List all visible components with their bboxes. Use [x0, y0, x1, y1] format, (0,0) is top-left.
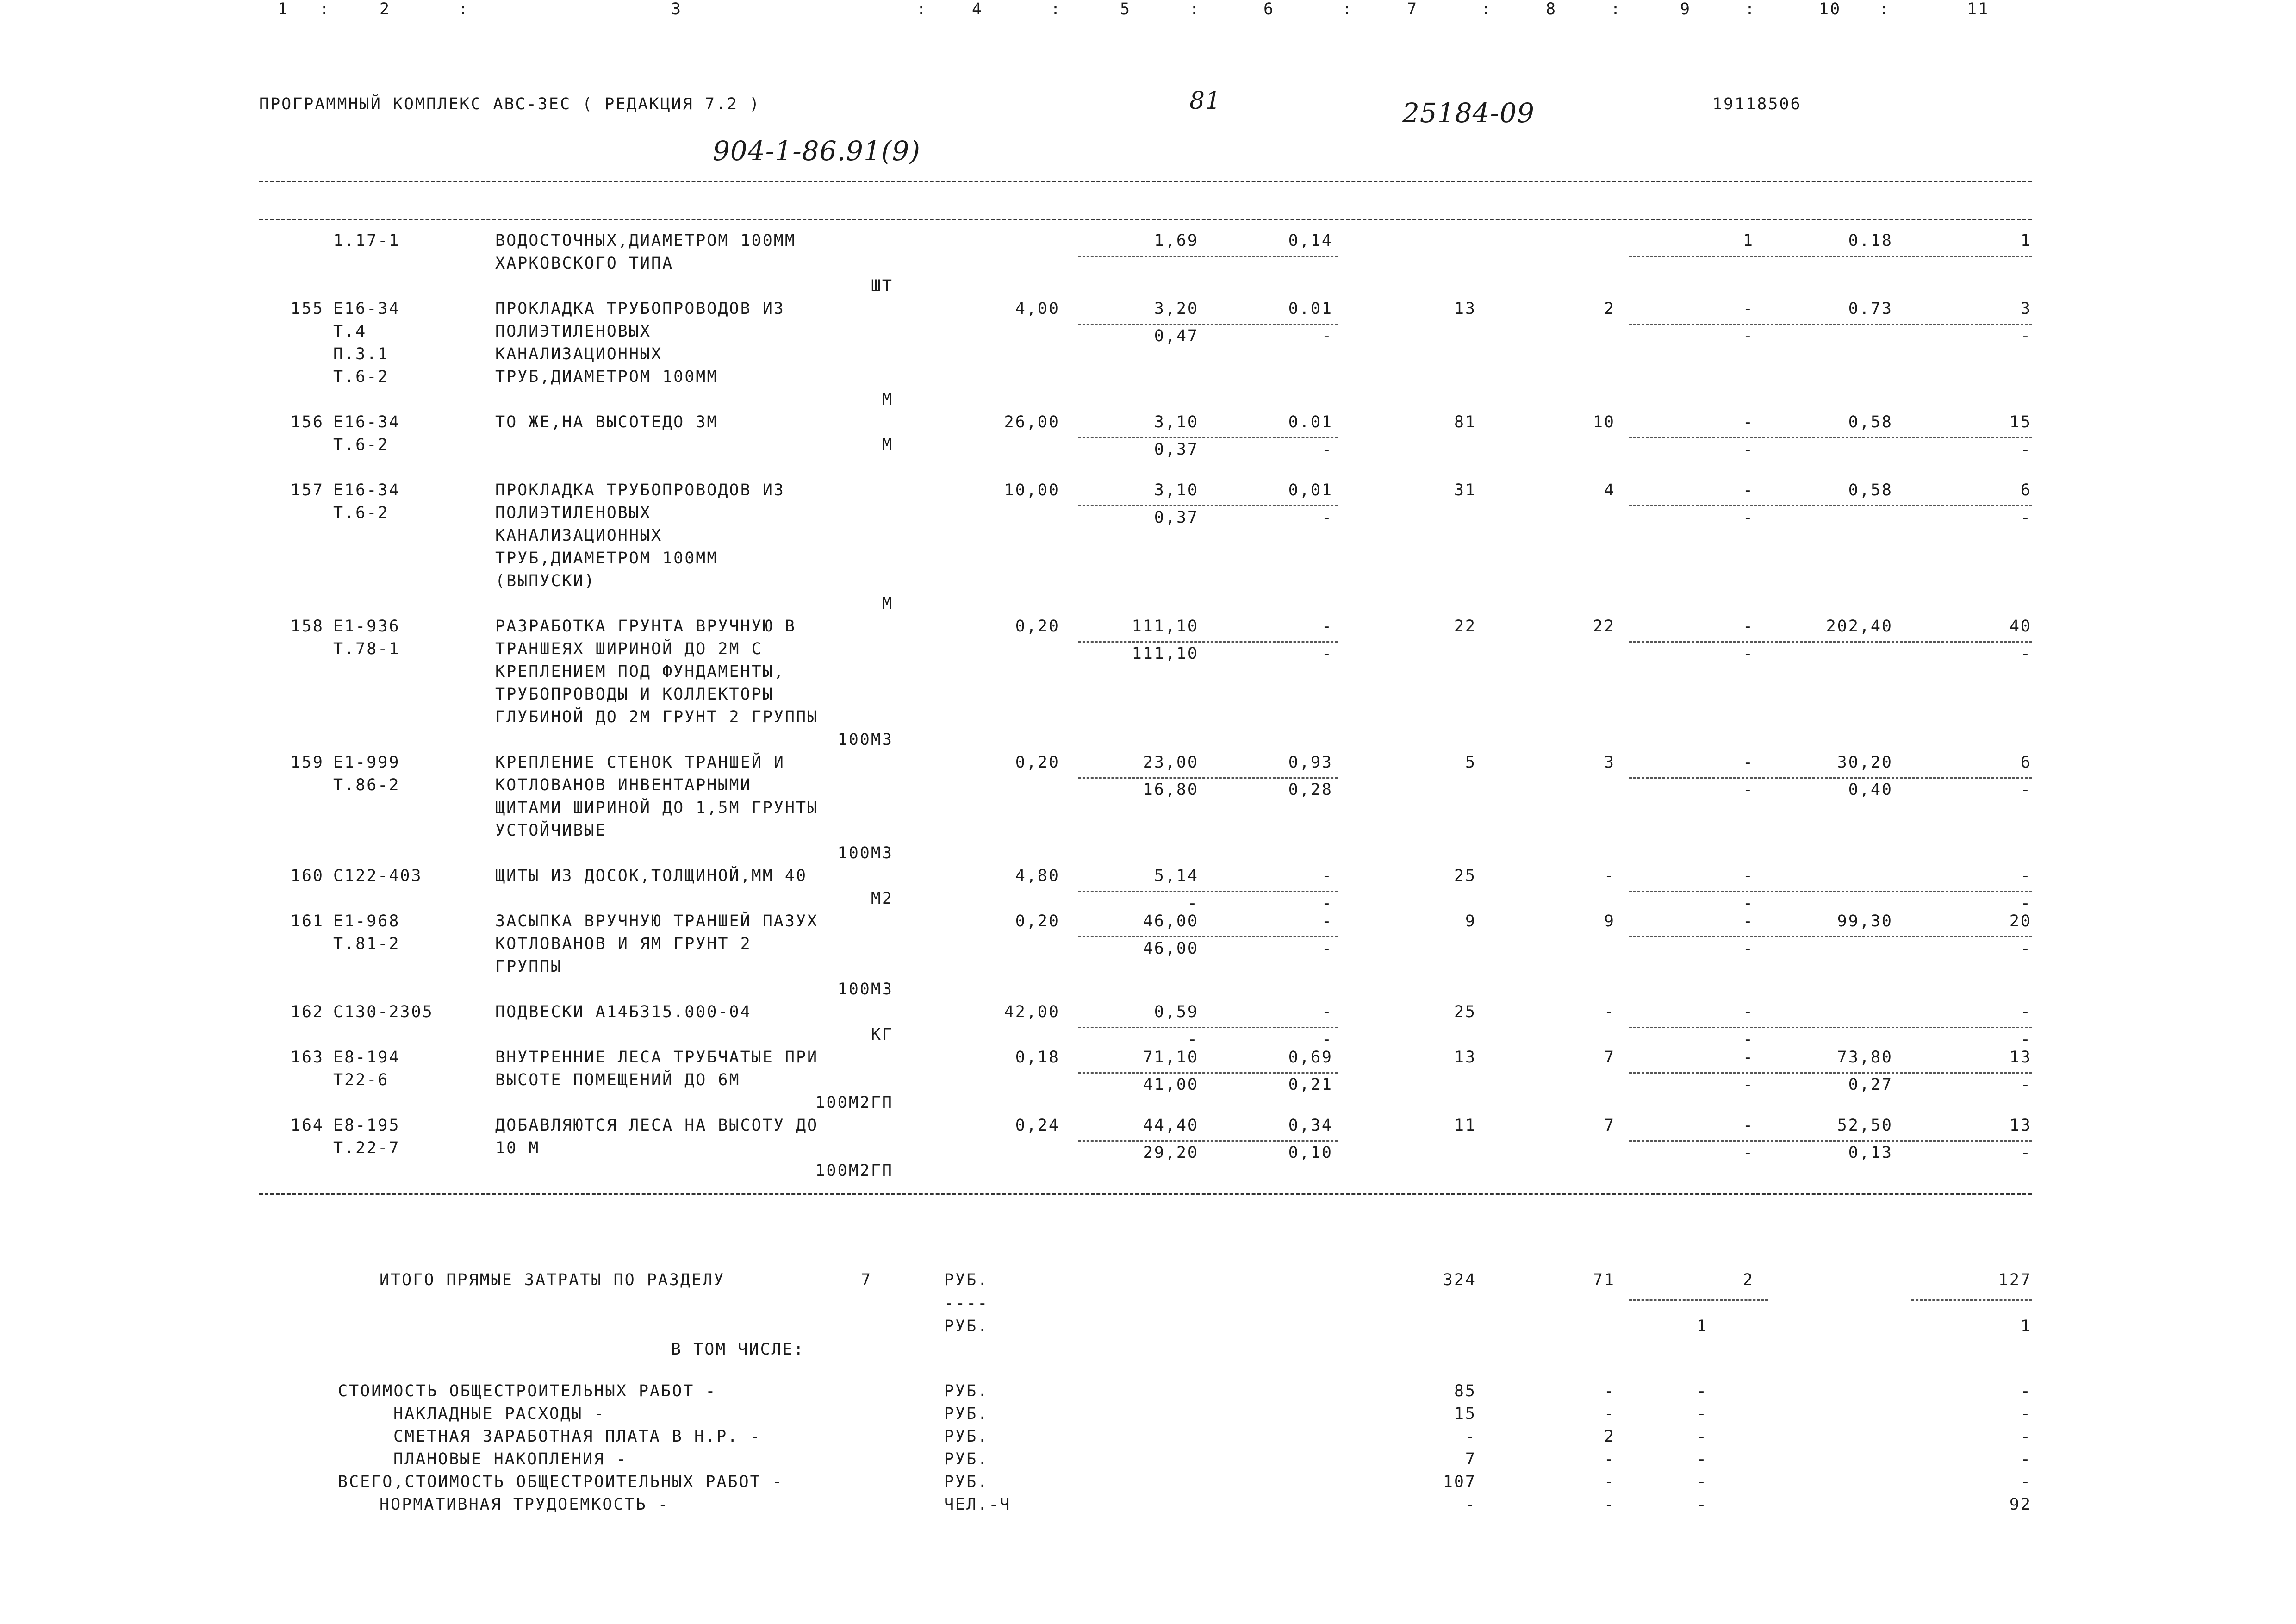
work-description: ТРУБ,ДИАМЕТРОМ 100ММ [495, 549, 718, 568]
work-description: ТРУБ,ДИАМЕТРОМ 100ММ [495, 368, 718, 386]
rate-code: Т.4 [333, 322, 367, 341]
summary-c11: 92 [2009, 1495, 2032, 1514]
cell-c4: 0,20 [1015, 753, 1060, 772]
summary-c9: - [1696, 1495, 1708, 1514]
work-description: ВЫСОТЕ ПОМЕЩЕНИЙ ДО 6М [495, 1071, 740, 1089]
cell-c9-labor: - [1742, 508, 1754, 527]
column-separator: : [1051, 0, 1062, 19]
work-description: ЗАСЫПКА ВРУЧНУЮ ТРАНШЕЙ ПАЗУХ [495, 912, 819, 931]
rate-code: Е16-34 [333, 300, 400, 318]
cell-c8: - [1604, 867, 1615, 885]
cell-c5-labor: 41,00 [1143, 1075, 1199, 1094]
cell-c11-labor: - [2020, 1143, 2032, 1162]
unit-of-measure: 100М3 [837, 980, 893, 999]
cell-c6-labor: 0,28 [1288, 781, 1333, 799]
cell-c5-labor: 16,80 [1143, 781, 1199, 799]
cell-c6: - [1321, 1003, 1333, 1021]
summary-label: ПЛАНОВЫЕ НАКОПЛЕНИЯ - [393, 1450, 628, 1468]
rate-code: Т.6-2 [333, 368, 389, 386]
cell-c7: 31 [1454, 481, 1476, 500]
summary-c7: 85 [1454, 1382, 1476, 1400]
cell-c10-labor: 0,27 [1848, 1075, 1893, 1094]
rate-code: Т.81-2 [333, 935, 400, 953]
cell-c11: 6 [2020, 481, 2032, 500]
cell-c5-labor: 0,37 [1154, 440, 1199, 459]
summary-unit: РУБ. [944, 1450, 989, 1468]
row-number: 156 [290, 413, 324, 431]
cell-c7: 11 [1454, 1116, 1476, 1135]
summary-c8: - [1604, 1382, 1615, 1400]
unit-of-measure: 100М3 [837, 731, 893, 749]
subtotal-rule [1078, 437, 1338, 438]
cell-c7: 9 [1465, 912, 1476, 931]
work-description: КОТЛОВАНОВ И ЯМ ГРУНТ 2 [495, 935, 752, 953]
summary-c8: - [1604, 1495, 1615, 1514]
summary-c7: - [1465, 1427, 1476, 1446]
cell-c5: 3,10 [1154, 481, 1199, 500]
totals-unit-dash: ---- [944, 1294, 989, 1312]
cell-c5-labor: - [1187, 894, 1199, 912]
cell-c4: 4,80 [1015, 867, 1060, 885]
cell-c8: 3 [1604, 753, 1615, 772]
totals-c8: 71 [1593, 1271, 1615, 1289]
cell-c4: 0,18 [1015, 1048, 1060, 1067]
cell-c6-labor: - [1321, 894, 1333, 912]
cell-c6: 0,01 [1288, 481, 1333, 500]
rate-code: Т.78-1 [333, 640, 400, 658]
subtotal-rule [1629, 936, 2032, 937]
cell-c5-labor: 29,20 [1143, 1143, 1199, 1162]
cell-c9-labor: - [1742, 327, 1754, 345]
cell-c11: 13 [2009, 1048, 2032, 1067]
cell-c5: 111,10 [1132, 617, 1199, 636]
subtotal-rule [1629, 641, 2032, 643]
cell-c9-labor: - [1742, 1143, 1754, 1162]
unit-of-measure: КГ [871, 1025, 893, 1044]
row-number: 163 [290, 1048, 324, 1067]
cell-c4: 0,24 [1015, 1116, 1060, 1135]
totals-section: 7 [861, 1271, 872, 1289]
cell-c11: 20 [2009, 912, 2032, 931]
column-number-6: 6 [1263, 0, 1275, 19]
summary-c11: - [2020, 1450, 2032, 1468]
subtotal-rule [1629, 505, 2032, 506]
cell-c5: 3,10 [1154, 413, 1199, 431]
cell-c7: 5 [1465, 753, 1476, 772]
rate-code: Е1-999 [333, 753, 400, 772]
summary-c8: - [1604, 1450, 1615, 1468]
summary-unit: РУБ. [944, 1405, 989, 1423]
work-description: ТО ЖЕ,НА ВЫСОТЕДО 3М [495, 413, 718, 431]
cell-c5-labor: 111,10 [1132, 644, 1199, 663]
column-separator: : [319, 0, 331, 19]
column-separator: : [458, 0, 470, 19]
cell-c6: - [1321, 867, 1333, 885]
work-description: ГРУППЫ [495, 957, 562, 976]
subtotal-rule [1078, 256, 1338, 257]
subtotal-rule [1078, 1140, 1338, 1142]
cell-c11-labor: - [2020, 1030, 2032, 1049]
totals-unit-2: РУБ. [944, 1317, 989, 1336]
subtotal-rule [1078, 324, 1338, 325]
cell-c6: - [1321, 912, 1333, 931]
cell-c9-labor: - [1742, 894, 1754, 912]
cell-c7: 25 [1454, 1003, 1476, 1021]
subtotal-rule [1078, 936, 1338, 937]
row-number: 159 [290, 753, 324, 772]
cell-c11-labor: - [2020, 440, 2032, 459]
rate-code: Е8-195 [333, 1116, 400, 1135]
rate-code: С130-2305 [333, 1003, 434, 1021]
cell-c8: 4 [1604, 481, 1615, 500]
rate-code: Е16-34 [333, 481, 400, 500]
cell-c9-labor: - [1742, 781, 1754, 799]
summary-c9: - [1696, 1405, 1708, 1423]
cell-c9: - [1742, 912, 1754, 931]
totals-unit: РУБ. [944, 1271, 989, 1289]
work-description: ГЛУБИНОЙ ДО 2М ГРУНТ 2 ГРУППЫ [495, 708, 819, 726]
row-number: 158 [290, 617, 324, 636]
unit-of-measure: М [882, 390, 893, 409]
cell-c11-labor: - [2020, 644, 2032, 663]
summary-c7: 107 [1443, 1473, 1476, 1491]
cell-c9: - [1742, 1003, 1754, 1021]
cell-c5-labor: 0,47 [1154, 327, 1199, 345]
table-bottom-rule [259, 1193, 2032, 1195]
cell-c6-labor: - [1321, 1030, 1333, 1049]
cell-c8: 7 [1604, 1048, 1615, 1067]
unit-of-measure: 100М2ГП [815, 1162, 893, 1180]
work-description: ПРОКЛАДКА ТРУБОПРОВОДОВ ИЗ [495, 300, 785, 318]
row-number: 161 [290, 912, 324, 931]
summary-c9: - [1696, 1427, 1708, 1446]
rate-code: Т.86-2 [333, 776, 400, 794]
summary-c11: - [2020, 1427, 2032, 1446]
cell-c7: 81 [1454, 413, 1476, 431]
work-description: ТРУБОПРОВОДЫ И КОЛЛЕКТОРЫ [495, 685, 774, 704]
work-description: КАНАЛИЗАЦИОННЫХ [495, 526, 663, 545]
cell-c8: 10 [1593, 413, 1615, 431]
summary-c11: - [2020, 1405, 2032, 1423]
estimate-code: 19118506 [1712, 95, 1802, 113]
cell-c9-labor: - [1742, 440, 1754, 459]
rate-code: Е8-194 [333, 1048, 400, 1067]
including-label: В ТОМ ЧИСЛЕ: [671, 1340, 805, 1359]
cell-c11-labor: - [2020, 327, 2032, 345]
unit-of-measure: М2 [871, 889, 893, 908]
work-description: ВНУТРЕННИЕ ЛЕСА ТРУБЧАТЫЕ ПРИ [495, 1048, 819, 1067]
row-number: 160 [290, 867, 324, 885]
cell-c9: - [1742, 1048, 1754, 1067]
column-number-5: 5 [1120, 0, 1132, 19]
cell-c11-labor: - [2020, 508, 2032, 527]
column-number-3: 3 [671, 0, 683, 19]
column-separator: : [1481, 0, 1493, 19]
rate-code: П.3.1 [333, 345, 389, 363]
column-separator: : [1342, 0, 1354, 19]
work-description: ЩИТЫ ИЗ ДОСОК,ТОЛЩИНОЙ,ММ 40 [495, 867, 808, 885]
work-description: ДОБАВЛЯЮТСЯ ЛЕСА НА ВЫСОТУ ДО [495, 1116, 819, 1135]
cell-c9: - [1742, 753, 1754, 772]
rate-code: 1.17-1 [333, 231, 400, 250]
work-description: ПРОКЛАДКА ТРУБОПРОВОДОВ ИЗ [495, 481, 785, 500]
subtotal-rule [1078, 1072, 1338, 1074]
subtotal-rule [1078, 505, 1338, 506]
column-number-10: 10 [1819, 0, 1842, 19]
header-rule-top [259, 181, 2032, 182]
cell-c6: 0,34 [1288, 1116, 1333, 1135]
cell-c5: 46,00 [1143, 912, 1199, 931]
unit-of-measure: М [882, 594, 893, 613]
cell-c10: 52,50 [1837, 1116, 1893, 1135]
column-number-7: 7 [1407, 0, 1419, 19]
work-description: 10 М [495, 1139, 540, 1157]
rate-code: Т22-6 [333, 1071, 389, 1089]
subtotal-rule [1629, 1027, 2032, 1028]
cell-c10-labor: 0,13 [1848, 1143, 1893, 1162]
cell-c10: 73,80 [1837, 1048, 1893, 1067]
program-title: ПРОГРАММНЫЙ КОМПЛЕКС АВС-ЗЕС ( РЕДАКЦИЯ 7.2 ) [259, 95, 761, 113]
cell-c10: 99,30 [1837, 912, 1893, 931]
cell-c9: 1 [1742, 231, 1754, 250]
unit-of-measure: 100М3 [837, 844, 893, 862]
summary-label: СТОИМОСТЬ ОБЩЕСТРОИТЕЛЬНЫХ РАБОТ - [338, 1382, 717, 1400]
rate-code: Т.6-2 [333, 504, 389, 522]
cell-c7: 25 [1454, 867, 1476, 885]
summary-unit: ЧЕЛ.-Ч [944, 1495, 1011, 1514]
document-number: 25184-09 [1402, 97, 1535, 129]
subtotal-rule [1629, 777, 2032, 779]
summary-label: ВСЕГО,СТОИМОСТЬ ОБЩЕСТРОИТЕЛЬНЫХ РАБОТ - [338, 1473, 784, 1491]
totals-c11-2: 1 [2020, 1317, 2032, 1336]
column-number-2: 2 [380, 0, 391, 19]
cell-c6: 0.01 [1288, 300, 1333, 318]
cell-c6-labor: 0,21 [1288, 1075, 1333, 1094]
cell-c10: 0,58 [1848, 481, 1893, 500]
column-number-11: 11 [1967, 0, 1990, 19]
cell-c10: 202,40 [1826, 617, 1893, 636]
summary-label: НАКЛАДНЫЕ РАСХОДЫ - [393, 1405, 605, 1423]
summary-label: НОРМАТИВНАЯ ТРУДОЕМКОСТЬ - [380, 1495, 669, 1514]
cell-c5-labor: 0,37 [1154, 508, 1199, 527]
cell-c4: 26,00 [1004, 413, 1060, 431]
cell-c11: - [2020, 1003, 2032, 1021]
summary-c7: - [1465, 1495, 1476, 1514]
summary-c11: - [2020, 1382, 2032, 1400]
cell-c9-labor: - [1742, 939, 1754, 958]
project-code: 904-1-86.91(9) [713, 135, 921, 167]
cell-c11-labor: - [2020, 781, 2032, 799]
cell-c11: 13 [2009, 1116, 2032, 1135]
rate-code: Т.6-2 [333, 436, 389, 454]
cell-c8: 22 [1593, 617, 1615, 636]
totals-rule [1629, 1299, 1768, 1301]
subtotal-rule [1078, 777, 1338, 779]
cell-c8: 9 [1604, 912, 1615, 931]
work-description: ТРАНШЕЯХ ШИРИНОЙ ДО 2М С [495, 640, 763, 658]
totals-c11: 127 [1998, 1271, 2032, 1289]
subtotal-rule [1629, 891, 2032, 892]
page-number: 81 [1189, 87, 1221, 115]
cell-c9: - [1742, 617, 1754, 636]
subtotal-rule [1629, 256, 2032, 257]
cell-c10: 30,20 [1837, 753, 1893, 772]
row-number: 155 [290, 300, 324, 318]
unit-of-measure: ШТ [871, 277, 893, 295]
subtotal-rule [1629, 1072, 2032, 1074]
cell-c8: - [1604, 1003, 1615, 1021]
rate-code: Т.22-7 [333, 1139, 400, 1157]
summary-label: СМЕТНАЯ ЗАРАБОТНАЯ ПЛАТА В Н.Р. - [393, 1427, 761, 1446]
work-description: КРЕПЛЕНИЕМ ПОД ФУНДАМЕНТЫ, [495, 662, 785, 681]
cell-c9: - [1742, 867, 1754, 885]
cell-c5-labor: - [1187, 1030, 1199, 1049]
row-number: 164 [290, 1116, 324, 1135]
column-number-8: 8 [1546, 0, 1557, 19]
cell-c9-labor: - [1742, 644, 1754, 663]
summary-unit: РУБ. [944, 1382, 989, 1400]
cell-c11: 6 [2020, 753, 2032, 772]
column-separator: : [1611, 0, 1622, 19]
cell-c6-labor: - [1321, 440, 1333, 459]
cell-c6-labor: - [1321, 939, 1333, 958]
cell-c10-labor: 0,40 [1848, 781, 1893, 799]
cell-c4: 10,00 [1004, 481, 1060, 500]
column-number-9: 9 [1680, 0, 1692, 19]
cell-c10: 0.73 [1848, 300, 1893, 318]
totals-c9: 2 [1742, 1271, 1754, 1289]
subtotal-rule [1629, 1140, 2032, 1142]
row-number: 162 [290, 1003, 324, 1021]
cell-c9-labor: - [1742, 1030, 1754, 1049]
totals-label: ИТОГО ПРЯМЫЕ ЗАТРАТЫ ПО РАЗДЕЛУ [380, 1271, 725, 1289]
cell-c4: 42,00 [1004, 1003, 1060, 1021]
column-separator: : [916, 0, 928, 19]
column-separator: : [1745, 0, 1756, 19]
cell-c8: 2 [1604, 300, 1615, 318]
cell-c6-labor: - [1321, 644, 1333, 663]
cell-c11-labor: - [2020, 894, 2032, 912]
cell-c6: 0,69 [1288, 1048, 1333, 1067]
cell-c7: 22 [1454, 617, 1476, 636]
totals-rule [1911, 1299, 2032, 1301]
work-description: РАЗРАБОТКА ГРУНТА ВРУЧНУЮ В [495, 617, 796, 636]
rate-code: С122-403 [333, 867, 423, 885]
cell-c5: 44,40 [1143, 1116, 1199, 1135]
subtotal-rule [1629, 437, 2032, 438]
column-separator: : [1189, 0, 1201, 19]
unit-of-measure: 100М2ГП [815, 1093, 893, 1112]
work-description: ПОЛИЭТИЛЕНОВЫХ [495, 322, 652, 341]
cell-c5: 23,00 [1143, 753, 1199, 772]
summary-unit: РУБ. [944, 1427, 989, 1446]
unit-of-measure: М [882, 436, 893, 454]
rate-code: Е1-968 [333, 912, 400, 931]
cell-c6: 0,14 [1288, 231, 1333, 250]
cell-c11: 15 [2009, 413, 2032, 431]
summary-c11: - [2020, 1473, 2032, 1491]
subtotal-rule [1078, 641, 1338, 643]
cell-c5: 1,69 [1154, 231, 1199, 250]
cell-c8: 7 [1604, 1116, 1615, 1135]
cell-c4: 0,20 [1015, 617, 1060, 636]
cell-c4: 0,20 [1015, 912, 1060, 931]
summary-c8: 2 [1604, 1427, 1615, 1446]
work-description: ХАРКОВСКОГО ТИПА [495, 254, 674, 273]
cell-c6: 0,93 [1288, 753, 1333, 772]
work-description: ПОЛИЭТИЛЕНОВЫХ [495, 504, 652, 522]
cell-c7: 13 [1454, 1048, 1476, 1067]
summary-c8: - [1604, 1473, 1615, 1491]
cell-c5: 0,59 [1154, 1003, 1199, 1021]
cell-c11-labor: - [2020, 1075, 2032, 1094]
column-number-4: 4 [972, 0, 983, 19]
summary-c8: - [1604, 1405, 1615, 1423]
work-description: КОТЛОВАНОВ ИНВЕНТАРНЫМИ [495, 776, 752, 794]
cell-c6: - [1321, 617, 1333, 636]
cell-c9-labor: - [1742, 1075, 1754, 1094]
cell-c10: 0.18 [1848, 231, 1893, 250]
cell-c4: 4,00 [1015, 300, 1060, 318]
work-description: (ВЫПУСКИ) [495, 572, 596, 590]
cell-c11: 40 [2009, 617, 2032, 636]
subtotal-rule [1078, 891, 1338, 892]
cell-c7: 13 [1454, 300, 1476, 318]
summary-c7: 7 [1465, 1450, 1476, 1468]
rate-code: Е1-936 [333, 617, 400, 636]
totals-c7: 324 [1443, 1271, 1476, 1289]
column-number-1: 1 [278, 0, 289, 19]
cell-c6-labor: - [1321, 508, 1333, 527]
summary-unit: РУБ. [944, 1473, 989, 1491]
header-rule-bottom [259, 219, 2032, 220]
subtotal-rule [1629, 324, 2032, 325]
work-description: КРЕПЛЕНИЕ СТЕНОК ТРАНШЕЙ И [495, 753, 785, 772]
cell-c9: - [1742, 300, 1754, 318]
cell-c6-labor: - [1321, 327, 1333, 345]
rate-code: Е16-34 [333, 413, 400, 431]
cell-c9: - [1742, 481, 1754, 500]
cell-c5-labor: 46,00 [1143, 939, 1199, 958]
work-description: ЩИТАМИ ШИРИНОЙ ДО 1,5М ГРУНТЫ [495, 799, 819, 817]
cell-c9: - [1742, 1116, 1754, 1135]
cell-c11: - [2020, 867, 2032, 885]
work-description: ПОДВЕСКИ А14Б315.000-04 [495, 1003, 752, 1021]
cell-c5: 5,14 [1154, 867, 1199, 885]
cell-c6: 0.01 [1288, 413, 1333, 431]
totals-c9-2: 1 [1696, 1317, 1708, 1336]
row-number: 157 [290, 481, 324, 500]
summary-c9: - [1696, 1450, 1708, 1468]
cell-c9: - [1742, 413, 1754, 431]
summary-c7: 15 [1454, 1405, 1476, 1423]
subtotal-rule [1078, 1027, 1338, 1028]
cell-c11: 3 [2020, 300, 2032, 318]
work-description: ВОДОСТОЧНЫХ,ДИАМЕТРОМ 100ММ [495, 231, 796, 250]
cell-c11: 1 [2020, 231, 2032, 250]
cell-c11-labor: - [2020, 939, 2032, 958]
cell-c6-labor: 0,10 [1288, 1143, 1333, 1162]
summary-c9: - [1696, 1473, 1708, 1491]
column-separator: : [1879, 0, 1891, 19]
cell-c5: 71,10 [1143, 1048, 1199, 1067]
work-description: УСТОЙЧИВЫЕ [495, 821, 607, 840]
cell-c10: 0,58 [1848, 413, 1893, 431]
work-description: КАНАЛИЗАЦИОННЫХ [495, 345, 663, 363]
summary-c9: - [1696, 1382, 1708, 1400]
cell-c5: 3,20 [1154, 300, 1199, 318]
